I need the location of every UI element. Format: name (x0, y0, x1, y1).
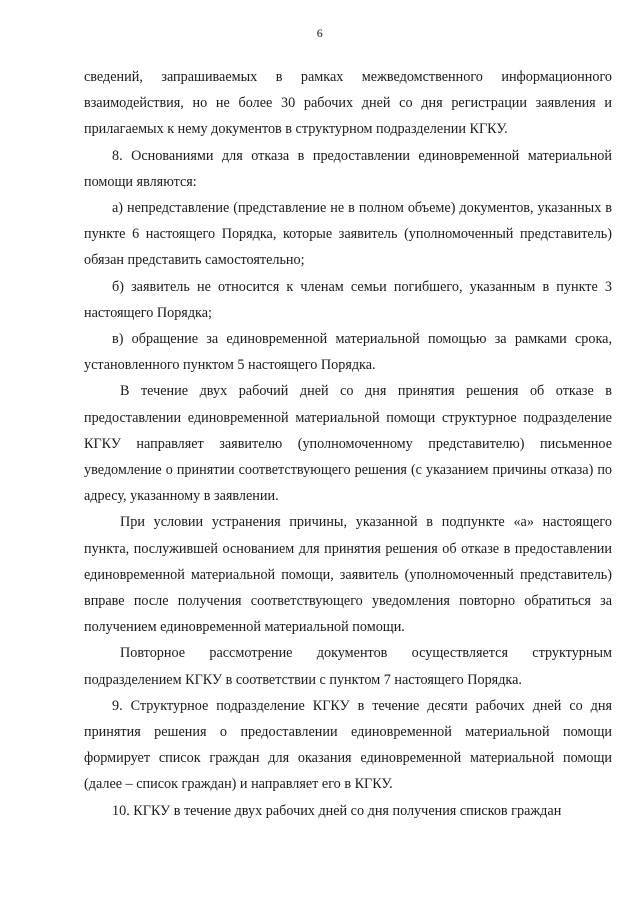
paragraph-item-8: 8. Основаниями для отказа в предоставлении единовременной материальной помощи являются: (84, 147, 612, 190)
paragraph-subitem-a: а) непредставление (представление не в полном объеме) документов, указанных в пункте 6 настоящего Порядка, которые заявитель (уполномоченный представитель) обязан представить самостоятельно; (84, 200, 612, 269)
paragraph-refusal-notice: В течение двух рабочий дней со дня принятия решения об отказе в предоставлении единовременной материальной помощи структурное подразделение КГКУ направляет заявителю (уполномоченному представителю) письменное уведомление о принятии соответствующего решения (с указанием причины отказа) по адресу, указанному в заявлении. (84, 383, 612, 505)
paragraph-item-10: 10. КГКУ в течение двух рабочих дней со дня получения списков граждан (112, 802, 562, 819)
paragraph-subitem-b: б) заявитель не относится к членам семьи погибшего, указанным в пункте 3 настоящего Порядка; (84, 278, 612, 321)
paragraph-item-9: 9. Структурное подразделение КГКУ в течение десяти рабочих дней со дня принятия решения о предоставлении единовременной материальной помощи формирует список граждан для оказания единовременной материальной помощи (далее – список граждан) и направляет его в КГКУ. (84, 697, 612, 793)
document-body (84, 64, 612, 824)
paragraph-repeat-application: При условии устранения причины, указанной в подпункте «а» настоящего пункта, послужившей основанием для принятия решения об отказе в предоставлении единовременной материальной помощи, заявитель (уполномоченный представитель) вправе после получения соответствующего уведомления повторно обратиться за получением единовременной материальной помощи. (84, 514, 612, 636)
page-number: 6 (316, 26, 324, 40)
paragraph-subitem-v: в) обращение за единовременной материальной помощью за рамками срока, установленного пунктом 5 настоящего Порядка. (84, 331, 612, 374)
paragraph-continuation: сведений, запрашиваемых в рамках межведомственного информационного взаимодействия, но не более 30 рабочих дней со дня регистрации заявления и прилагаемых к нему документов в структурном подразделении КГКУ. (84, 69, 612, 138)
paragraph-repeat-review: Повторное рассмотрение документов осуществляется структурным подразделением КГКУ в соответствии с пунктом 7 настоящего Порядка. (84, 645, 612, 688)
